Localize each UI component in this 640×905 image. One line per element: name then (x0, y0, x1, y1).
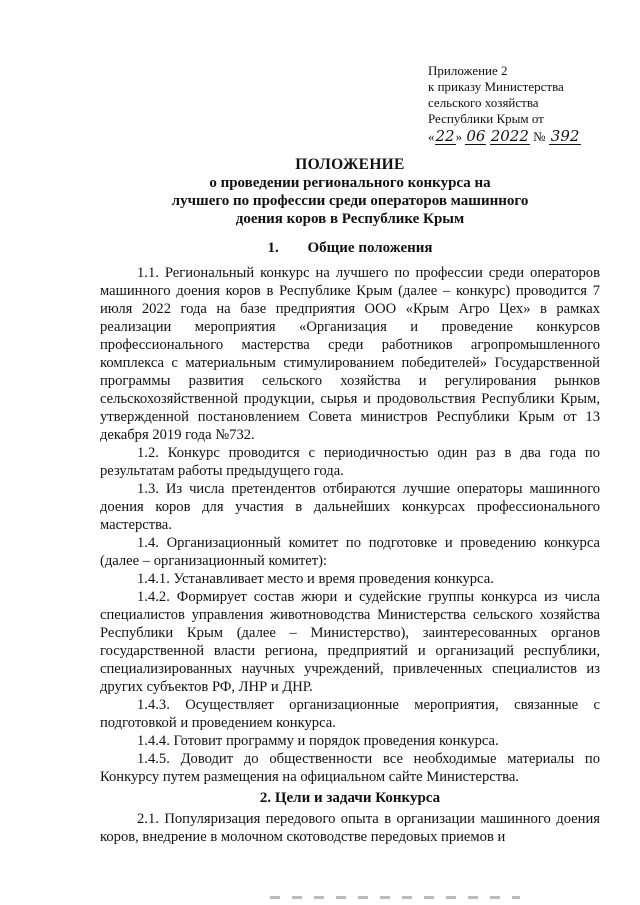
section-1-title: Общие положения (307, 240, 433, 256)
number-sign: № (533, 129, 546, 144)
paragraph-1-4: 1.4. Организационный комитет по подготовке и проведению конкурса (далее – организационный комитет): (100, 535, 600, 569)
section-2-heading (100, 789, 600, 807)
title-line-3: доения коров в Республике Крым (235, 211, 465, 227)
section-2-number: 2. (259, 790, 272, 806)
section-2-title: Цели и задачи Конкурса (274, 790, 441, 806)
title-main: ПОЛОЖЕНИЕ (295, 156, 405, 173)
appendix-line-1: Приложение 2 (428, 63, 508, 78)
paragraph-1-4-2: 1.4.2. Формирует состав жюри и судейские группы конкурса из числа специалистов управления животноводства Министерства сельского хозяйства Республики Крым (далее – Министерство), заинтересованных органов государственной власти региона, предприятий и организаций республики, специализированных научных учреждений, привлеченных специалистов из других субъектов РФ, ЛНР и ДНР. (100, 589, 600, 695)
section-1-body (100, 264, 600, 786)
paragraph-1-4-1: 1.4.1. Устанавливает место и время проведения конкурса. (137, 571, 494, 587)
section-1-number: 1. (267, 240, 279, 256)
title-line-1: о проведении регионального конкурса на (209, 175, 491, 191)
scan-artifact (270, 896, 520, 899)
appendix-line-4: Республики Крым от (428, 111, 544, 126)
date-close-quote: » (455, 129, 463, 144)
appendix-line-3: сельского хозяйства (428, 95, 539, 110)
date-open-quote: « (428, 129, 435, 144)
handwritten-month: 06 (466, 127, 486, 145)
title-line-2: лучшего по профессии среди операторов машинного (171, 193, 529, 209)
paragraph-2-1: 2.1. Популяризация передового опыта в организации машинного доения коров, внедрение в молочном скотоводстве передовых приемов и (100, 811, 600, 845)
handwritten-order-number: 392 (550, 127, 580, 145)
appendix-block (428, 63, 618, 145)
section-2-body (100, 810, 600, 846)
paragraph-1-4-4: 1.4.4. Готовит программу и порядок проведения конкурса. (137, 733, 499, 749)
paragraph-1-3: 1.3. Из числа претендентов отбираются лучшие операторы машинного доения коров для участия в дальнейших конкурсах профессионального мастерства. (100, 481, 600, 533)
appendix-line-2: к приказу Министерства (428, 79, 564, 94)
handwritten-year: 2022 (490, 127, 529, 145)
section-1-heading (100, 239, 600, 257)
paragraph-1-4-3: 1.4.3. Осуществляет организационные мероприятия, связанные с подготовкой и проведением конкурса. (100, 697, 600, 731)
order-date-number (428, 128, 618, 145)
paragraph-1-4-5: 1.4.5. Доводит до общественности все необходимые материалы по Конкурсу путем размещения на официальном сайте Министерства. (100, 751, 600, 785)
handwritten-day: 22 (435, 127, 455, 145)
paragraph-1-1: 1.1. Региональный конкурс на лучшего по профессии среди операторов машинного доения коров в Республике Крым (далее – конкурс) проводится 7 июля 2022 года на базе предприятия ООО «Крым Агро Цех» в рамках реализации мероприятия «Организация и проведение конкурсов профессионального мастерства среди работников агропромышленного комплекса с материальным стимулированием победителей» Государственной программы развития сельского хозяйства и регулирования рынков сельскохозяйственной продукции, сырья и продовольствия Республики Крым, утвержденной постановлением Совета министров Республики Крым от 13 декабря 2019 года №732. (100, 265, 600, 443)
paragraph-1-2: 1.2. Конкурс проводится с периодичностью один раз в два года по результатам работы предыдущего года. (100, 445, 600, 479)
document-title (100, 156, 600, 228)
